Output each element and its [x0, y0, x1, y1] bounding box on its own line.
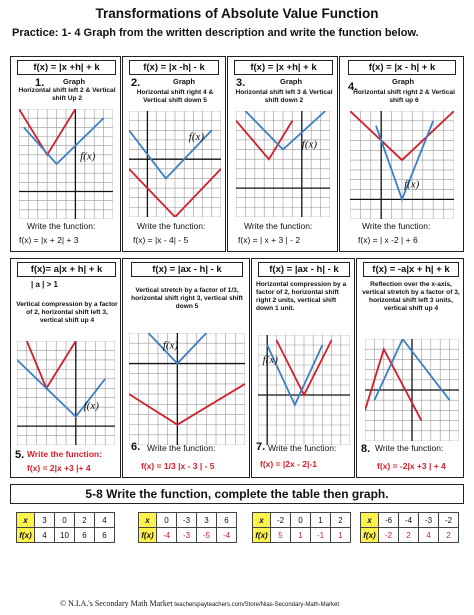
problem-description: Horizontal shift left 3 & Vertical shift down 2: [235, 89, 333, 104]
table-cell: 2: [439, 528, 459, 543]
problem-card-7: [251, 258, 355, 478]
table-cell: 3: [197, 513, 217, 528]
write-function-label: Write the function:: [244, 221, 313, 231]
problem-card-5: [10, 258, 121, 478]
table-y-header: f(x): [139, 528, 157, 543]
answer-text: f(x) = |2x - 2|-1: [260, 459, 317, 469]
parent-curve: [27, 341, 76, 388]
table-cell: 6: [95, 528, 115, 543]
formula-box: f(x) = |x -h| - k: [129, 60, 219, 75]
write-function-label: Write the function:: [27, 221, 96, 231]
write-function-label: Write the function:: [375, 443, 444, 453]
graph-label: Graph: [63, 77, 86, 86]
table-cell: 4: [35, 528, 55, 543]
problem-card-4: [339, 56, 464, 252]
curve-label: f(x): [404, 178, 420, 191]
value-table-7: [252, 512, 351, 543]
answer-text: f(x) = 1/3 |x - 3 | - 5: [141, 461, 215, 471]
graph-problem-7: [258, 335, 350, 445]
table-cell: 0: [291, 513, 311, 528]
page-title: Transformations of Absolute Value Function: [95, 6, 379, 21]
problem-card-2: [122, 56, 226, 252]
problem-card-1: [10, 56, 121, 252]
value-table-5: [16, 512, 115, 543]
answer-text: f(x) = |x + 2| + 3: [19, 235, 79, 245]
table-x-header: x: [139, 513, 157, 528]
problem-number: 1.: [35, 77, 45, 89]
graph-problem-6: [129, 333, 245, 445]
graph-problem-5: [17, 341, 115, 445]
table-cell: -3: [419, 513, 439, 528]
condition-label: | a | > 1: [31, 280, 58, 289]
table-cell: 6: [217, 513, 237, 528]
curve-label: f(x): [301, 138, 318, 151]
curve-label: f(x): [188, 130, 205, 143]
graph-problem-8: [365, 339, 459, 441]
table-cell: 1: [331, 528, 351, 543]
grid: [129, 333, 245, 445]
problem-description: Reflection over the x-axis, vertical stretch by a factor of 3, horizontal shift left 3 units, vertical shift up 4: [362, 281, 460, 312]
answer-text: f(x) = |x - 4| - 5: [133, 235, 189, 245]
problem-description: Vertical compression by a factor of 2, horizontal shift left 3, vertical shift up 4: [16, 301, 118, 324]
table-cell: 5: [271, 528, 291, 543]
problem-number: 3.: [236, 77, 246, 89]
problem-card-6: [122, 258, 250, 478]
problem-number: 5.: [15, 449, 25, 461]
problem-description: Vertical stretch by a factor of 1/3, horizontal shift right 3, vertical shift down 5: [131, 287, 243, 310]
table-cell: 4: [419, 528, 439, 543]
table-cell: -6: [379, 513, 399, 528]
curve-label: f(x): [262, 354, 278, 366]
footer-brand: © N.I.A.'s Secondary Math Market: [60, 599, 173, 608]
problem-description: Horizontal shift left 2 & Vertical shift Up 2: [18, 87, 116, 102]
table-y-header: f(x): [361, 528, 379, 543]
table-cell: 6: [75, 528, 95, 543]
answer-text: f(x) = | x -2 | + 6: [358, 235, 418, 245]
table-cell: 2: [331, 513, 351, 528]
graph-label: Graph: [392, 77, 415, 86]
section-title: 5-8 Write the function, complete the table then graph.: [10, 484, 464, 504]
table-cell: -2: [379, 528, 399, 543]
grid: [129, 111, 221, 217]
problem-card-8: [356, 258, 464, 478]
problem-number: 8.: [361, 443, 371, 455]
problem-description: Horizontal shift right 4 & Vertical shift down 5: [136, 89, 214, 104]
footer-url: teacherspayteachers.com/Store/Nias-Secondary-Math-Market: [174, 602, 340, 608]
table-x-header: x: [253, 513, 271, 528]
table-y-header: f(x): [253, 528, 271, 543]
table-cell: -4: [157, 528, 177, 543]
table-cell: -1: [311, 528, 331, 543]
table-x-header: x: [17, 513, 35, 528]
table-cell: -4: [399, 513, 419, 528]
graph-problem-2: [129, 111, 221, 217]
table-cell: -3: [177, 528, 197, 543]
curve-label: f(x): [80, 150, 96, 163]
write-function-label: Write the function:: [147, 443, 216, 453]
answer-text: f(x) = 2|x +3 |+ 4: [27, 463, 91, 473]
formula-box: f(x) = -a|x + h| + k: [363, 262, 459, 277]
grid: [236, 111, 330, 217]
table-cell: -2: [439, 513, 459, 528]
answer-text: f(x) = | x + 3 | - 2: [238, 235, 301, 245]
curve-label: f(x): [83, 400, 99, 413]
table-cell: 1: [311, 513, 331, 528]
graph-problem-3: [236, 111, 330, 217]
formula-box: f(x)= a|x + h| + k: [17, 262, 116, 277]
answer-text: f(x) = -2|x +3 | + 4: [377, 461, 446, 471]
table-cell: 2: [399, 528, 419, 543]
write-function-label: Write the function:: [137, 221, 206, 231]
table-cell: 0: [157, 513, 177, 528]
problem-description: Horizontal compression by a factor of 2, horizontal shift right 2 units, vertical shift down 1 unit.: [256, 281, 347, 312]
problem-card-3: [227, 56, 338, 252]
footer: [60, 599, 339, 608]
practice-instructions: Practice: 1- 4 Graph from the written description and write the function below.: [12, 27, 419, 39]
write-function-label: Write the function:: [268, 443, 337, 453]
value-table-6: [138, 512, 237, 543]
formula-box: f(x) = |ax - h| - k: [131, 262, 243, 277]
formula-box: f(x) = |x - h| + k: [348, 60, 456, 75]
table-cell: 2: [75, 513, 95, 528]
formula-box: f(x) = |x +h| + k: [234, 60, 333, 75]
table-cell: 10: [55, 528, 75, 543]
table-cell: -3: [177, 513, 197, 528]
table-x-header: x: [361, 513, 379, 528]
problem-number: 6.: [131, 441, 141, 453]
table-y-header: f(x): [17, 528, 35, 543]
problem-number: 7.: [256, 441, 266, 453]
table-cell: 1: [291, 528, 311, 543]
grid: [258, 335, 350, 445]
table-cell: -2: [271, 513, 291, 528]
grid: [350, 111, 454, 219]
value-table-8: [360, 512, 459, 543]
curve-label: f(x): [162, 339, 179, 352]
formula-box: f(x) = |x +h| + k: [17, 60, 116, 75]
graph-label: Graph: [280, 77, 303, 86]
write-function-label: Write the function:: [27, 449, 102, 459]
write-function-label: Write the function:: [362, 221, 431, 231]
table-cell: 3: [35, 513, 55, 528]
problem-description: Horizontal shift right 2 & Vertical shift up 6: [353, 89, 455, 104]
graph-problem-1: [19, 109, 113, 219]
graph-problem-4: [350, 111, 454, 219]
problem-number: 4.: [348, 81, 358, 93]
table-cell: -5: [197, 528, 217, 543]
formula-box: f(x) = |ax - h| - k: [258, 262, 350, 277]
table-cell: -4: [217, 528, 237, 543]
graph-label: Graph: [173, 77, 196, 86]
problem-number: 2.: [131, 77, 141, 89]
table-cell: 0: [55, 513, 75, 528]
table-cell: 4: [95, 513, 115, 528]
